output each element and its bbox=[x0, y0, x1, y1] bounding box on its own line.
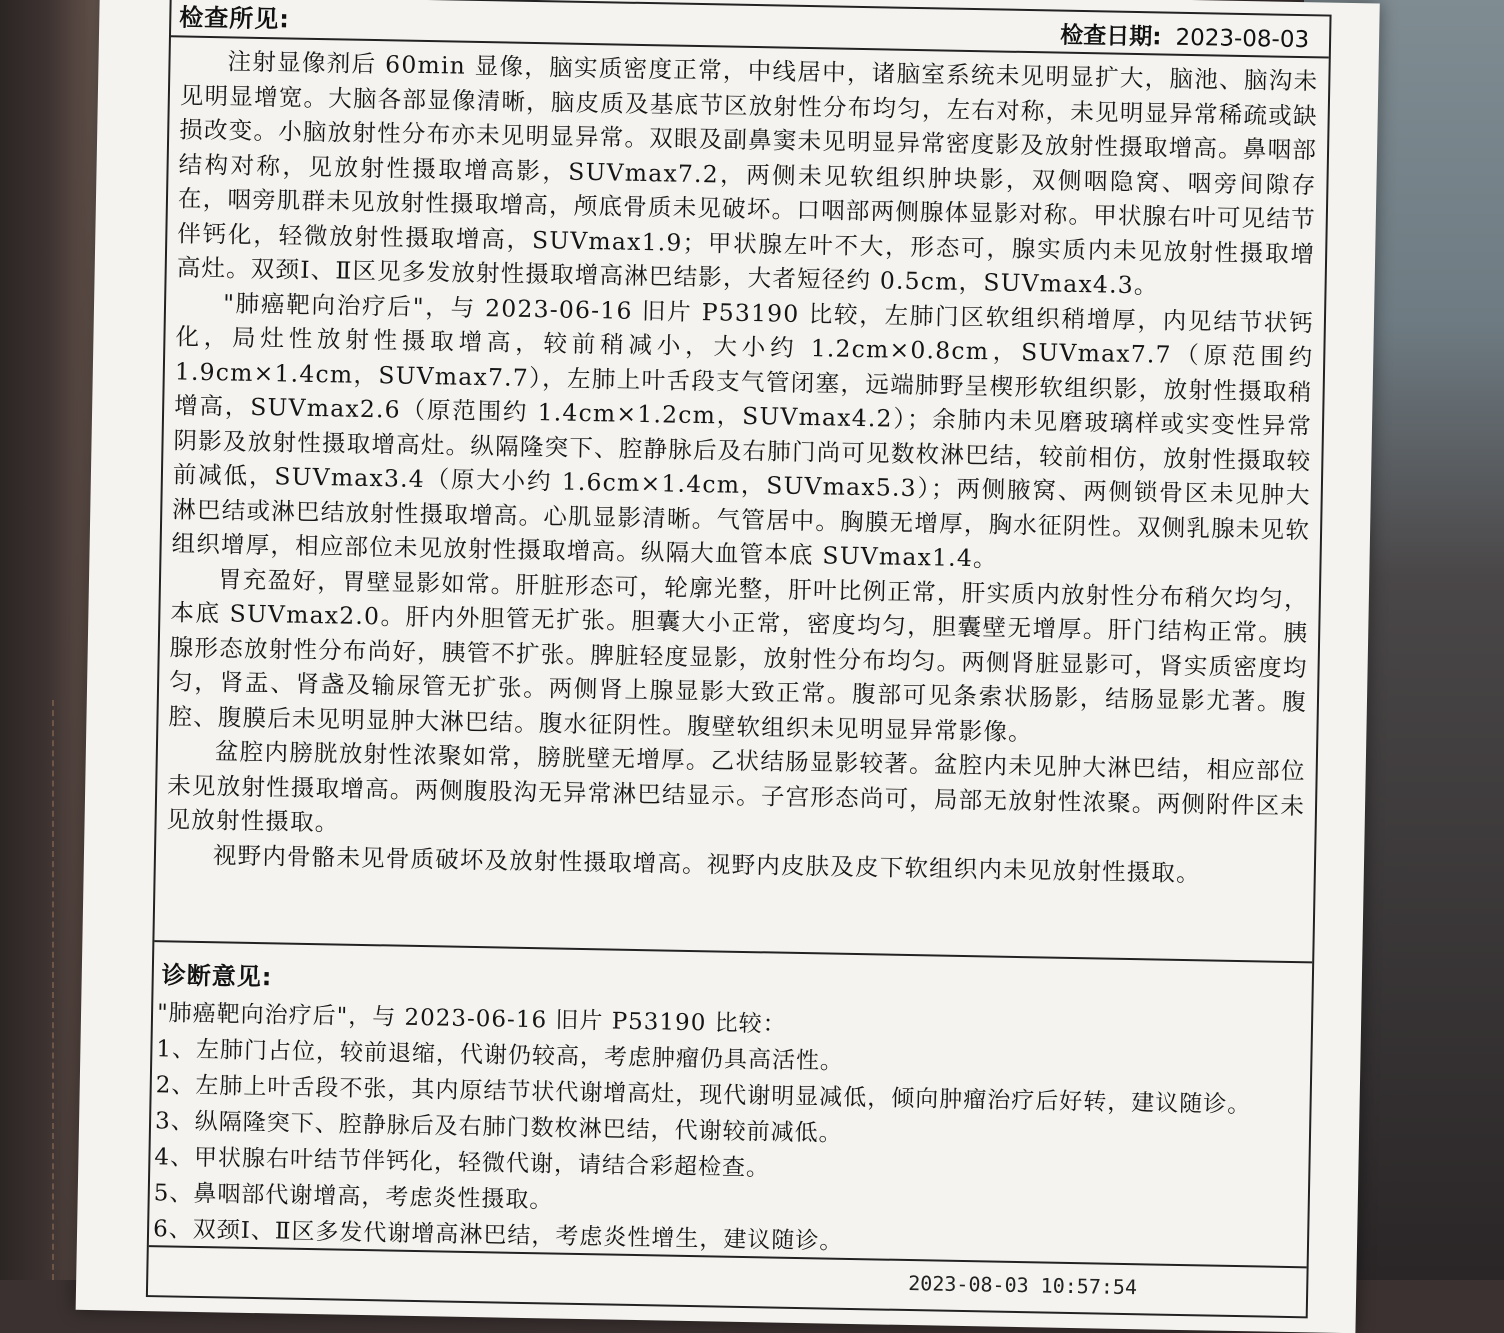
findings-paragraph-bone: 视野内骨骼未见骨质破坏及放射性摄取增高。视野内皮肤及皮下软组织内未见放射性摄取。 bbox=[212, 840, 1202, 887]
diagnosis-item: 1、左肺门占位，较前退缩，代谢仍较高，考虑肿瘤仍具高活性。 bbox=[156, 1036, 845, 1075]
exam-date-value: 2023-08-03 bbox=[1175, 24, 1310, 54]
findings-paragraph-abdomen: 胃充盈好，胃壁显影如常。肝脏形态可，轮廓光整，肝叶比例正常，肝实质内放射性分布稍欠均匀，本底 SUVmax2.0。肝内外胆管无扩张。胆囊大小正常，密度均匀，胆囊壁无增厚。肝门结构正常。胰腺形态放射性分布尚好，胰管不扩张。脾脏轻度显影，放射性分布均匀。两侧肾脏显影可，肾实质密度均匀，肾盂、肾盏及输尿管无扩张。两侧肾上腺显影大致正常。腹部可见条索状肠影，结肠显影尤著。腹腔、腹膜后未见明显肿大淋巴结。腹水征阴性。腹壁软组织未见明显异常影像。 bbox=[168, 564, 1310, 746]
report-paper bbox=[76, 0, 1380, 1333]
diagnosis-item: 6、双颈Ⅰ、Ⅱ区多发代谢增高淋巴结，考虑炎性增生，建议随诊。 bbox=[152, 1216, 844, 1255]
report-timestamp: 2023-08-03 10:57:54 bbox=[908, 1271, 1138, 1300]
diagnosis-item: 5、鼻咽部代谢增高，考虑炎性摄取。 bbox=[153, 1180, 554, 1214]
exam-date-label: 检查日期: bbox=[1060, 22, 1162, 51]
findings-paragraph-pelvis: 盆腔内膀胱放射性浓聚如常，膀胱壁无增厚。乙状结肠显影较著。盆腔内未见肿大淋巴结，相应部位未见放射性摄取增高。两侧腹股沟无异常淋巴结显示。子宫形态尚可，局部无放射性浓聚。两侧附件区未见放射性摄取。 bbox=[166, 737, 1306, 837]
diagnosis-title: 诊断意见: bbox=[161, 961, 273, 992]
diagnosis-item: 3、纵隔隆突下、腔静脉后及右肺门数枚淋巴结，代谢较前减低。 bbox=[154, 1108, 843, 1147]
diagnosis-item: 4、甲状腺右叶结节伴钙化，轻微代谢，请结合彩超检查。 bbox=[154, 1144, 771, 1182]
diagnosis-body bbox=[153, 995, 1307, 1268]
report-frame bbox=[146, 0, 1332, 1318]
diagnosis-list bbox=[153, 1031, 1307, 1268]
findings-paragraph-head: 注射显像剂后 60min 显像，脑实质密度正常，中线居中，诸脑室系统未见明显扩大，脑池、脑沟未见明显增宽。大脑各部显像清晰，脑皮质及基底节区放射性分布均匀，左右对称，未见明显异常稀疏或缺损改变。小脑放射性分布亦未见明显异常。双眼及副鼻窦未见明显异常密度影及放射性摄取增高。鼻咽部结构对称，见放射性摄取增高影，SUVmax7.2，两侧未见软组织肿块影，双侧咽隐窝、咽旁间隙存在，咽旁肌群未见放射性摄取增高，颅底骨质未见破坏。口咽部两侧腺体显影对称。甲状腺右叶可见结节伴钙化，轻微放射性摄取增高，SUVmax1.9；甲状腺左叶不大，形态可，腺实质内未见放射性摄取增高灶。双颈Ⅰ、Ⅱ区见多发放射性摄取增高淋巴结影，大者短径约 0.5cm，SUVmax4.3。 bbox=[176, 47, 1319, 300]
diagnosis-lead: "肺癌靶向治疗后"，与 2023-06-16 旧片 P53190 比较： bbox=[156, 1000, 787, 1038]
section-divider bbox=[154, 940, 1312, 963]
findings-body bbox=[166, 43, 1319, 892]
findings-paragraph-chest: "肺癌靶向治疗后"，与 2023-06-16 旧片 P53190 比较，左肺门区软组织稍增厚，内见结节状钙化，局灶性放射性摄取增高，较前稍减小，大小约 1.2cm×0.8cm，SUVmax7.7（原范围约 1.9cm×1.4cm，SUVmax7.7），左肺上叶舌段支气管闭塞，远端肺野呈楔形软组织影，放射性摄取稍增高，SUVmax2.6（原范围约 1.4cm×1.2cm，SUVmax4.2）；余肺内未见磨玻璃样或实变性异常阴影及放射性摄取增高灶。纵隔隆突下、腔静脉后及右肺门尚可见数枚淋巴结，较前相仿，放射性摄取较前减低，SUVmax3.4（原大小约 1.6cm×1.4cm，SUVmax5.3）；两侧腋窝、两侧锁骨区未见肿大淋巴结或淋巴结放射性摄取增高。心肌显影清晰。气管居中。胸膜无增厚，胸水征阴性。双侧乳腺未见软组织增厚，相应部位未见放射性摄取增高。纵隔大血管本底 SUVmax1.4。 bbox=[171, 288, 1315, 573]
findings-title: 检查所见: bbox=[179, 3, 291, 34]
exam-date bbox=[1060, 17, 1309, 55]
diagnosis-item: 2、左肺上叶舌段不张，其内原结节状代谢增高灶，现代谢明显减低，倾向肿瘤治疗后好转，建议随诊。 bbox=[155, 1072, 1252, 1119]
